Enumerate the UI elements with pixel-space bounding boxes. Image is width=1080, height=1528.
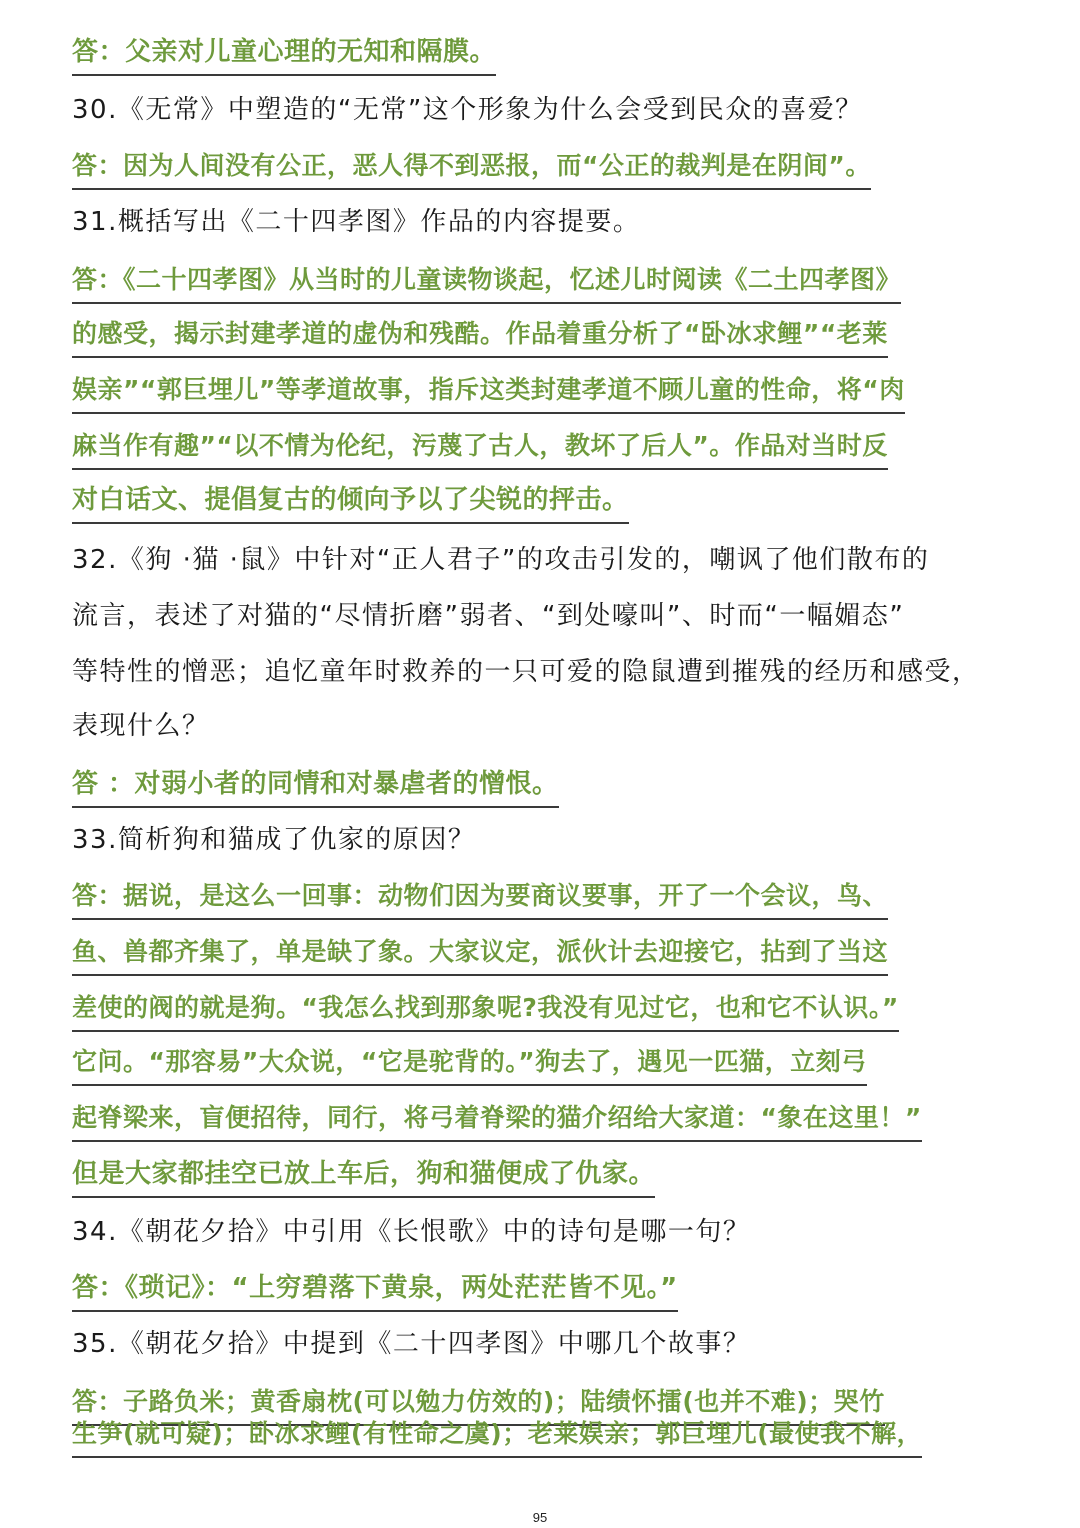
question-32-line-4: 表现什么？ (72, 711, 210, 741)
answer-33-line-4: 它问。“那容易”大众说，“它是驼背的。”狗去了，遇见一匹猫，立刻弓 (72, 1044, 867, 1086)
answer-31-line-1: 答：《二十四孝图》从当时的儿童读物谈起，忆述儿时阅读《二土四孝图》 (72, 262, 901, 304)
question-33: 33.简析狗和猫成了仇家的原因？ (72, 825, 476, 855)
question-35: 35.《朝花夕拾》中提到《二十四孝图》中哪几个故事？ (72, 1329, 751, 1359)
page-number: 95 (532, 1510, 548, 1525)
answer-35-line-2: 生笋(就可疑)；卧冰求鲤(有性命之虞)；老莱娱亲；郭巨埋儿(最使我不解， (72, 1416, 922, 1458)
answer-32: 答 ：对弱小者的同情和对暴虐者的憎恨。 (72, 766, 559, 808)
answer-33-line-1: 答：据说，是这么一回事：动物们因为要商议要事，开了一个会议，鸟、 (72, 878, 888, 920)
answer-33-line-2: 鱼、兽都齐集了，单是缺了象。大家议定，派伙计去迎接它，拈到了当这 (72, 934, 888, 976)
answer-31-line-5: 对白话文、提倡复古的倾向予以了尖锐的抨击。 (72, 482, 629, 524)
answer-30: 答：因为人间没有公正，恶人得不到恶报，而“公正的裁判是在阴间”。 (72, 148, 871, 190)
answer-31-line-4: 麻当作有趣”“以不情为伦纪，污蔑了古人，教坏了后人”。作品对当时反 (72, 428, 888, 470)
question-34: 34.《朝花夕拾》中引用《长恨歌》中的诗句是哪一句？ (72, 1217, 751, 1247)
answer-34: 答：《琐记》：“上穷碧落下黄泉，两处茫茫皆不见。” (72, 1270, 678, 1312)
question-31: 31.概括写出《二十四孝图》作品的内容提要。 (72, 207, 641, 237)
answer-31-line-3: 娱亲”“郭巨埋儿”等孝道故事，指斥这类封建孝道不顾儿童的性命，将“肉 (72, 372, 905, 414)
answer-29: 答：父亲对儿童心理的无知和隔膜。 (72, 34, 496, 76)
answer-33-line-5: 起脊梁来，盲便招待，同行，将弓着脊梁的猫介绍给大家道：“象在这里！” (72, 1100, 922, 1142)
answer-35-line-1: 答：子路负米；黄香扇枕(可以勉力仿效的)；陆绩怀擂(也并不难)；哭竹 (72, 1384, 885, 1426)
answer-33-line-6: 但是大家都挂空已放上车后，狗和猫便成了仇家。 (72, 1156, 655, 1198)
question-32-line-2: 流言，表述了对猫的“尽情折磨”弱者、“到处嚎叫”、时而“一幅媚态” (72, 601, 905, 631)
question-32-line-1: 32.《狗 ·猫 ·鼠》中针对“正人君子”的攻击引发的，嘲讽了他们散布的 (72, 545, 930, 575)
answer-31-line-2: 的感受，揭示封建孝道的虚伪和残酷。作品着重分析了“卧冰求鲤”“老莱 (72, 316, 888, 358)
question-32-line-3: 等特性的憎恶；追忆童年时救养的一只可爱的隐鼠遭到摧残的经历和感受， (72, 657, 980, 687)
question-30: 30.《无常》中塑造的“无常”这个形象为什么会受到民众的喜爱？ (72, 95, 863, 125)
answer-33-line-3: 差使的阀的就是狗。“我怎么找到那象呢?我没有见过它，也和它不认识。” (72, 990, 899, 1032)
